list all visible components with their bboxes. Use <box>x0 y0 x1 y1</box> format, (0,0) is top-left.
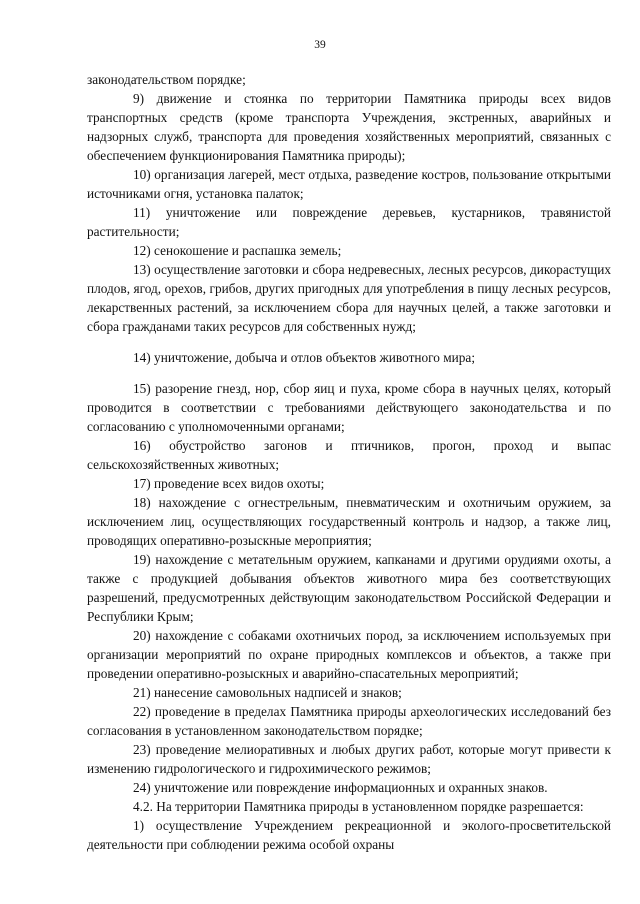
document-body <box>87 70 611 854</box>
paragraph-item-12: 12) сенокошение и распашка земель; <box>133 243 342 258</box>
paragraph-item-10: 10) организация лагерей, мест отдыха, разведение костров, пользование открытыми источниками огня, установка палаток; <box>87 167 611 201</box>
paragraph-item-24: 24) уничтожение или повреждение информационных и охранных знаков. <box>133 780 548 795</box>
paragraph-allowed-item-1: 1) осуществление Учреждением рекреационной и эколого-просветительской деятельности при соблюдении режима особой охраны <box>87 818 611 852</box>
paragraph-item-13: 13) осуществление заготовки и сбора недревесных, лесных ресурсов, дикорастущих плодов, ягод, орехов, грибов, других пригодных для употребления в пищу лесных ресурсов, лекарственных растений, за исключением сбора для научных целей, а также заготовки и сбора гражданами таких ресурсов для собственных нужд; <box>87 262 611 334</box>
paragraph-item-23: 23) проведение мелиоративных и любых других работ, которые могут привести к изменению гидрологического и гидрохимического режимов; <box>87 742 611 776</box>
paragraph-item-14: 14) уничтожение, добыча и отлов объектов животного мира; <box>133 350 476 365</box>
paragraph-item-17: 17) проведение всех видов охоты; <box>133 476 325 491</box>
paragraph-item-21: 21) нанесение самовольных надписей и знаков; <box>133 685 402 700</box>
page-number: 39 <box>314 39 326 51</box>
paragraph-item-11: 11) уничтожение или повреждение деревьев, кустарников, травянистой растительности; <box>87 205 611 239</box>
paragraph-item-16: 16) обустройство загонов и птичников, прогон, проход и выпас сельскохозяйственных животных; <box>87 438 611 472</box>
paragraph-item-19: 19) нахождение с метательным оружием, капканами и другими орудиями охоты, а также с продукцией добывания объектов животного мира без соответствующих разрешений, предусмотренных действующим законодательством Российской Федерации и Республики Крым; <box>87 552 611 624</box>
paragraph-item-18: 18) нахождение с огнестрельным, пневматическим и охотничьим оружием, за исключением лиц, осуществляющих государственный контроль и надзор, а также лиц, проводящих оперативно-розыскные мероприятия; <box>87 495 611 548</box>
paragraph-item-20: 20) нахождение с собаками охотничьих пород, за исключением используемых при организации мероприятий по охране природных комплексов и объектов, а также при проведении оперативно-розыскных и аварийно-спасательных мероприятий; <box>87 628 611 681</box>
paragraph-item-9: 9) движение и стоянка по территории Памятника природы всех видов транспортных средств (кроме транспорта Учреждения, экстренных, аварийных и надзорных служб, транспорта для проведения хозяйственных мероприятий, связанных с обеспечением функционирования Памятника природы); <box>87 91 611 163</box>
section-4-2-heading: 4.2. На территории Памятника природы в установленном порядке разрешается: <box>133 799 584 814</box>
paragraph-continuation: законодательством порядке; <box>87 72 246 87</box>
paragraph-item-22: 22) проведение в пределах Памятника природы археологических исследований без согласования в установленном законодательством порядке; <box>87 704 611 738</box>
paragraph-item-15: 15) разорение гнезд, нор, сбор яиц и пуха, кроме сбора в научных целях, который проводится в соответствии с требованиями действующего законодательства и по согласованию с уполномоченными органами; <box>87 381 611 434</box>
